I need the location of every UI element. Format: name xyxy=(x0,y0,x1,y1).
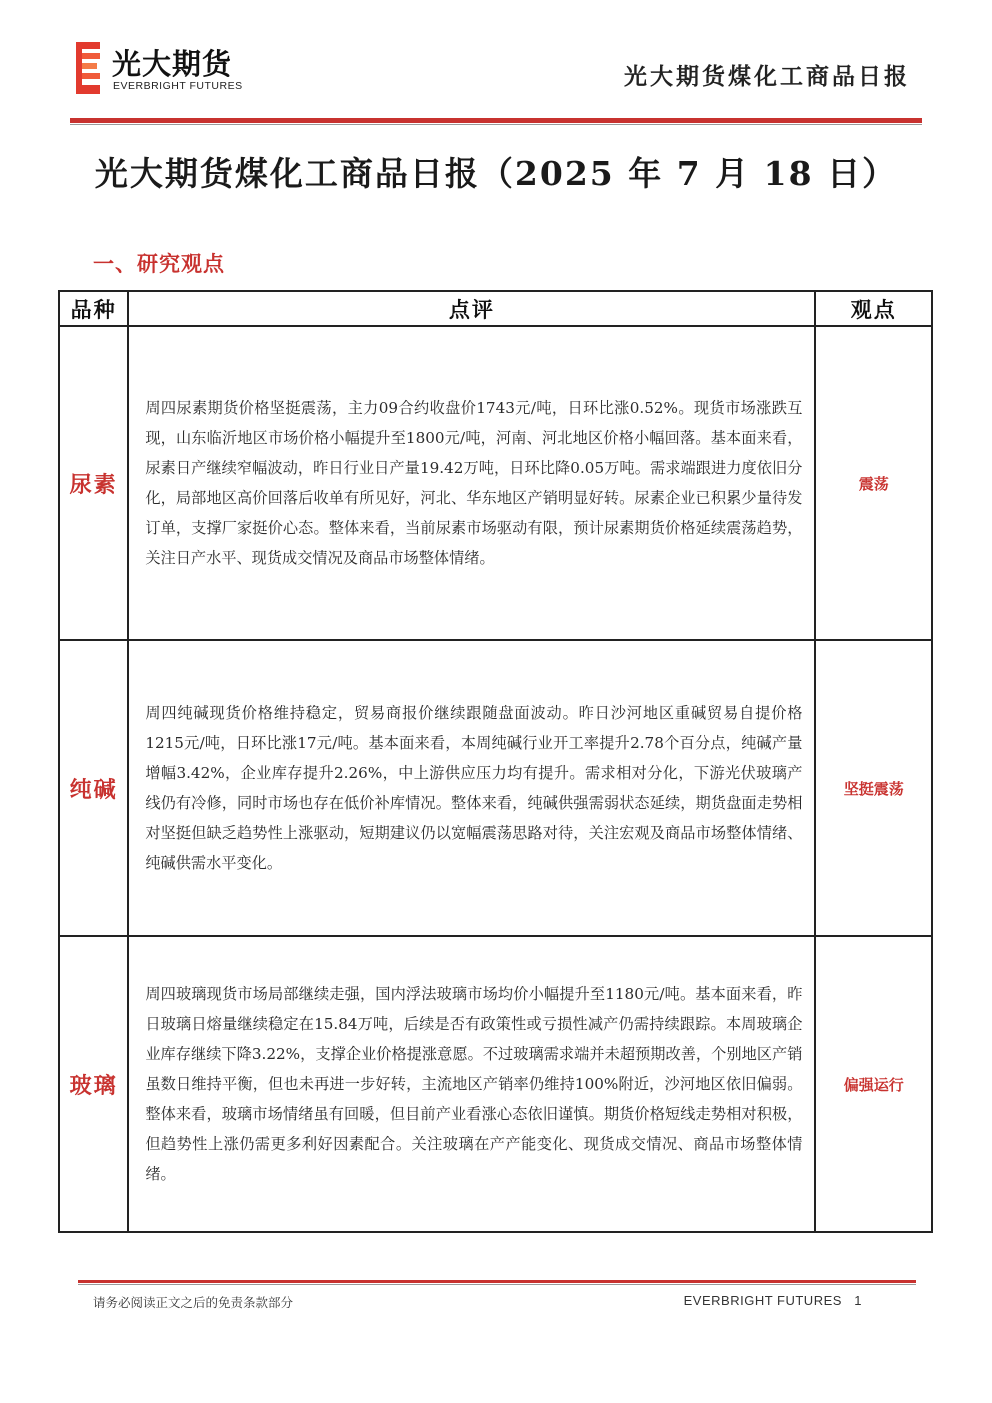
table-row xyxy=(59,640,932,936)
comment-cell: 周四尿素期货价格坚挺震荡，主力09合约收盘价1743元/吨，日环比涨0.52%。现货市场涨跌互现，山东临沂地区市场价格小幅提升至1800元/吨，河南、河北地区价格小幅回落。基本面来看，尿素日产继续窄幅波动，昨日行业日产量19.42万吨，日环比降0.05万吨。需求端跟进力度依旧分化，局部地区高价回落后收单有所见好，河北、华东地区产销明显好转。尿素企业已积累少量待发订单，支撑厂家挺价心态。整体来看，当前尿素市场驱动有限，预计尿素期货价格延续震荡趋势，关注日产水平、现货成交情况及商品市场整体情绪。 xyxy=(128,326,815,640)
comment-cell: 周四纯碱现货价格维持稳定，贸易商报价继续跟随盘面波动。昨日沙河地区重碱贸易自提价格1215元/吨，日环比涨17元/吨。基本面来看，本周纯碱行业开工率提升2.78个百分点，纯碱产量增幅3.42%，企业库存提升2.26%，中上游供应压力均有提升。需求相对分化，下游光伏玻璃产线仍有冷修，同时市场也存在低价补库情况。整体来看，纯碱供强需弱状态延续，期货盘面走势相对坚挺但缺乏趋势性上涨驱动，短期建议仍以宽幅震荡思路对待，关注宏观及商品市场整体情绪、纯碱供需水平变化。 xyxy=(128,640,815,936)
logo-english-name: EVERBRIGHT FUTURES xyxy=(113,80,243,92)
view-cell: 坚挺震荡 xyxy=(815,640,932,936)
research-views-table xyxy=(58,290,933,1233)
logo-name: 光大期货 xyxy=(112,47,233,81)
header-comment: 点评 xyxy=(128,291,815,326)
header-divider xyxy=(70,118,922,123)
variety-cell: 玻璃 xyxy=(59,936,128,1232)
document-title: 光大期货煤化工商品日报（2025 年 7 月 18 日） xyxy=(94,154,898,193)
header-variety: 品种 xyxy=(59,291,128,326)
section-title: 一、研究观点 xyxy=(93,251,225,276)
table-row xyxy=(59,936,932,1232)
view-cell: 震荡 xyxy=(815,326,932,640)
table-header-row xyxy=(59,291,932,326)
page-number: 1 xyxy=(854,1293,862,1308)
comment-cell: 周四玻璃现货市场局部继续走强，国内浮法玻璃市场均价小幅提升至1180元/吨。基本面来看，昨日玻璃日熔量继续稳定在15.84万吨，后续是否有政策性或亏损性减产仍需持续跟踪。本周玻璃企业库存继续下降3.22%，支撑企业价格提涨意愿。不过玻璃需求端并未超预期改善，个别地区产销虽数日维持平衡，但也未再进一步好转，主流地区产销率仍维持100%附近，沙河地区依旧偏弱。整体来看，玻璃市场情绪虽有回暖，但目前产业看涨心态依旧谨慎。期货价格短线走势相对积极，但趋势性上涨仍需更多利好因素配合。关注玻璃在产产能变化、现货成交情况、商品市场整体情绪。 xyxy=(128,936,815,1232)
footer-divider xyxy=(78,1280,916,1283)
view-cell: 偏强运行 xyxy=(815,936,932,1232)
header-divider-thin xyxy=(70,124,922,125)
header-view: 观点 xyxy=(815,291,932,326)
logo-mark-icon xyxy=(76,40,102,96)
variety-cell: 尿素 xyxy=(59,326,128,640)
company-logo xyxy=(76,40,286,98)
table-row xyxy=(59,326,932,640)
footer-brand-page xyxy=(684,1293,862,1308)
footer-disclaimer: 请务必阅读正文之后的免责条款部分 xyxy=(93,1295,294,1310)
variety-cell: 纯碱 xyxy=(59,640,128,936)
report-name: 光大期货煤化工商品日报 xyxy=(624,63,910,90)
footer-brand: EVERBRIGHT FUTURES xyxy=(683,1293,842,1308)
footer-divider-thin xyxy=(78,1284,916,1285)
